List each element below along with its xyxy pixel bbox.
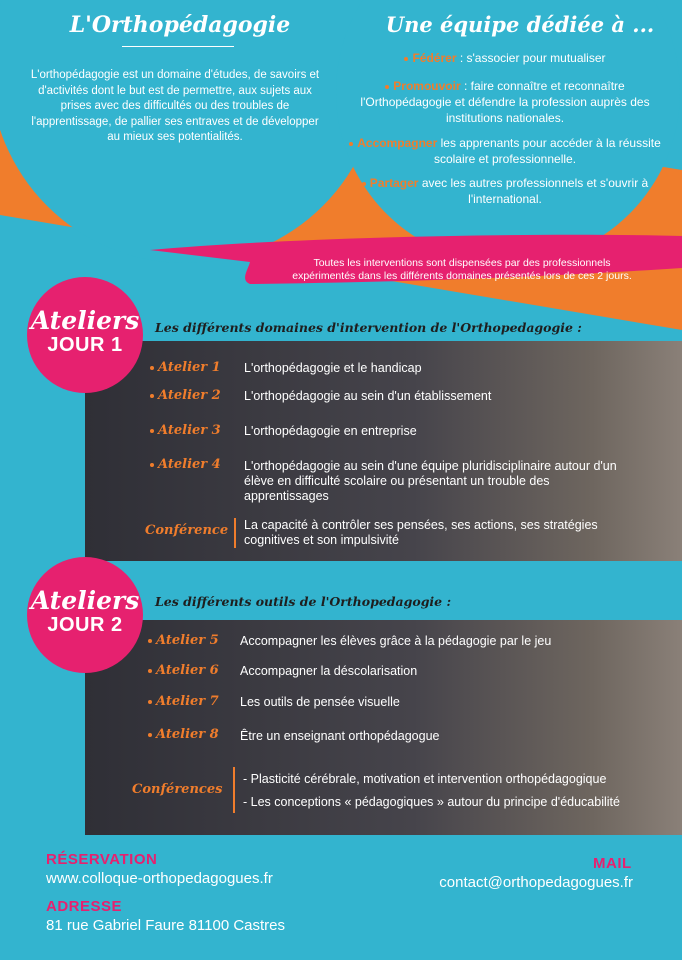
day2-workshop-7-text: Les outils de pensée visuelle	[240, 695, 400, 709]
day1-workshop-1-text: L'orthopédagogie et le handicap	[244, 361, 422, 375]
address-label: ADRESSE	[46, 898, 123, 915]
banner-line-2: expérimentés dans les différents domaines présentés lors de ces 2 jours.	[292, 270, 632, 282]
day1-conference-label: Conférence	[145, 523, 229, 538]
reservation-link[interactable]: www.colloque-orthopedagogues.fr	[46, 870, 273, 887]
bullet-icon	[150, 429, 154, 433]
bullet-icon	[150, 366, 154, 370]
goal-keyword: Partager	[369, 176, 419, 190]
day2-conferences-label: Conférences	[132, 782, 223, 797]
bullet-icon	[150, 394, 154, 398]
day2-workshop-6-label: Atelier 6	[148, 663, 219, 678]
day1-badge-bottom: JOUR 1	[47, 334, 123, 356]
intro-underline	[122, 46, 234, 47]
goal-text: : s'associer pour mutualiser	[456, 51, 606, 65]
day1-workshop-2-text: L'orthopédagogie au sein d'un établissement	[244, 389, 492, 403]
goal-keyword: Fédérer	[412, 51, 457, 65]
bullet-icon	[349, 142, 353, 146]
day1-conference-divider	[234, 518, 236, 548]
day2-badge-bottom: JOUR 2	[47, 614, 123, 636]
intro-text: L'orthopédagogie est un domaine d'études, de savoirs et d'activités dont le but est de permettre, aux sujets aux prises avec des difficultés ou des troubles de l'apprentissage, de pallier ses entraves et de développer au mieux ses potentialités.	[30, 69, 320, 143]
address-value: 81 rue Gabriel Faure 81100 Castres	[46, 917, 286, 934]
day2-workshop-8-label: Atelier 8	[148, 727, 219, 742]
day2-workshop-6-text: Accompagner la déscolarisation	[240, 664, 418, 678]
goal-text: : faire connaître et reconnaître l'Orthopédagogie et défendre la profession auprès des institutions nationales.	[360, 79, 650, 125]
goal-keyword: Accompagner	[357, 136, 438, 150]
team-goal-3	[340, 135, 670, 167]
day2-conference-2: - Les conceptions « pédagogiques » autour du principe d'éducabilité	[243, 795, 620, 809]
reservation-label: RÉSERVATION	[46, 851, 158, 868]
team-goal-1	[340, 50, 670, 66]
day2-workshop-5-label: Atelier 5	[148, 633, 219, 648]
day1-workshop-2-label: Atelier 2	[150, 388, 221, 403]
day2-workshop-7-label: Atelier 7	[148, 694, 219, 709]
banner-line-1: Toutes les interventions sont dispensées par des professionnels	[313, 257, 611, 269]
day1-workshop-4-text: L'orthopédagogie au sein d'une équipe pluridisciplinaire autour d'un élève en difficulté scolaire ou présentant un trouble des apprentissages	[244, 459, 617, 503]
team-goal-4	[340, 175, 670, 207]
bullet-icon	[148, 639, 152, 643]
day2-conferences-divider	[233, 767, 235, 813]
day2-badge-top: Ateliers	[30, 586, 140, 615]
bullet-icon	[148, 700, 152, 704]
day1-workshop-3-label: Atelier 3	[150, 423, 221, 438]
goal-text: avec les autres professionnels et s'ouvrir à l'international.	[418, 176, 649, 206]
mail-label: MAIL	[593, 855, 632, 872]
bullet-icon	[148, 733, 152, 737]
day2-heading: Les différents outils de l'Orthopedagogie :	[155, 594, 452, 609]
day2-workshop-8-text: Être un enseignant orthopédagogue	[240, 729, 440, 743]
mail-link[interactable]: contact@orthopedagogues.fr	[439, 874, 633, 891]
banner-text	[252, 257, 672, 283]
team-title: Une équipe dédiée à ...	[385, 12, 655, 37]
bullet-icon	[385, 85, 389, 89]
bullet-icon	[362, 182, 366, 186]
day2-workshop-5-text: Accompagner les élèves grâce à la pédagogie par le jeu	[240, 634, 552, 648]
day1-workshop-3-text: L'orthopédagogie en entreprise	[244, 424, 417, 438]
intro-title: L'Orthopédagogie	[69, 12, 291, 38]
bullet-icon	[150, 463, 154, 467]
day1-workshop-4-label: Atelier 4	[150, 457, 221, 472]
goal-text: les apprenants pour accéder à la réussite scolaire et professionnelle.	[433, 136, 661, 166]
bullet-icon	[148, 669, 152, 673]
day1-workshop-1-label: Atelier 1	[150, 360, 221, 375]
team-goal-2	[340, 78, 670, 126]
day1-conference-text: La capacité à contrôler ses pensées, ses actions, ses stratégies cognitives et son impulsivité	[244, 518, 598, 547]
day2-conference-1: - Plasticité cérébrale, motivation et intervention orthopédagogique	[243, 772, 607, 786]
goal-keyword: Promouvoir	[393, 79, 461, 93]
day1-badge	[27, 308, 143, 355]
day1-heading: Les différents domaines d'intervention de l'Orthopedagogie :	[155, 320, 582, 335]
bullet-icon	[404, 57, 408, 61]
day2-badge	[27, 588, 143, 635]
day1-badge-top: Ateliers	[30, 306, 140, 335]
